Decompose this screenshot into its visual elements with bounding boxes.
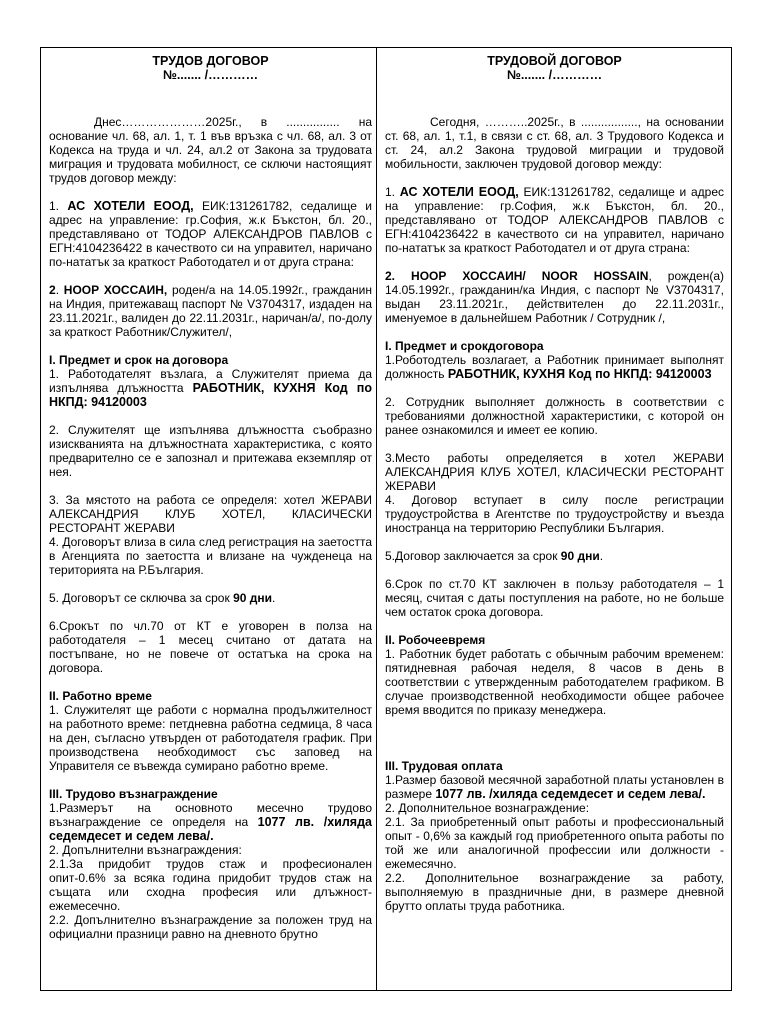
clause-holiday-pay-bg: 2.2. Допълнително възнаграждение за положен труд на официални празници равно на дневното брутно <box>49 913 372 941</box>
clause-term-bg: 5. Договорът се сключва за срок 90 дни. <box>49 591 276 605</box>
clause-effective-ru: 4. Договор вступает в силу после регистрации трудоустройства в Агентстве по трудоустройству и въезда иностранца на территорию Республики България. <box>385 493 724 535</box>
clause-working-hours-bg: 1. Служителят ще работи с нормална продължителност на работното време: петдневна работна седмица, 8 часа на ден, съгласно утвърден от работодателя график. При производствена необходимост със заповед на Управителя се въвежда сумирано работно време. <box>49 703 372 773</box>
clause-working-hours-ru: 1. Работник будет работать с обычным рабочим временем: пятидневная рабочая неделя, 8 часов в день в соответствии с утвержденным работодателем графиком. В случае производственной необходимости общее рабочее время вводится по приказу менеджера. <box>385 647 724 717</box>
party-employee-ru: 2. НООР ХОССАИН/ NOOR HOSSAIN, рожден(а) 14.05.1992г., гражданин/ка Индия, с паспорт № V3704317, выдан 23.11.2021г., действителен до 22.11.2031г., именуемое в дальнейшем Работник / Сотрудник /, <box>385 269 724 325</box>
clause-workplace-ru: 3.Место работы определяется в хотел ЖЕРАВИ АЛЕКСАНДРИЯ КЛУБ ХОТЕЛ, КЛАСИЧЕСКИ РЕСТОРАНТ ЖЕРАВИ <box>385 451 724 493</box>
party-employer-ru: 1. АС ХОТЕЛИ ЕООД, ЕИК:131261782, седалище и адрес на управление: гр.София, ж.к Бъкстон, бл. 20., представлявано от ТОДОР АЛЕКСАНДРОВ ПАВЛОВ с ЕГН:4104236422 в качеството си на управител, наричано по-нататък за краткост Работодател и от друга страна: <box>385 185 725 255</box>
contract-number-bg: №....... /………… <box>162 68 259 82</box>
contract-number-ru: №....... /………… <box>506 68 603 82</box>
clause-probation-bg: 6.Срокът по чл.70 от КТ е уговорен в полза на работодателя – 1 месец считано от датата на постъпване, но не повече от остатъка на срока на договора. <box>49 619 372 675</box>
russian-column <box>385 54 724 913</box>
party-employee-bg: 2. НООР ХОССАИН, роден/а на 14.05.1992г., гражданин на Индия, притежаващ паспорт № V3704317, издаден на 23.11.2021г., валиден до 22.11.2031г., наричан/а/, по-долу за краткост Работник/Служител/, <box>49 283 372 339</box>
clause-effective-bg: 4. Договорът влиза в сила след регистрация на заетостта в Агенцията по заетостта и влизане на чужденеца на територията на Р.България. <box>49 535 372 577</box>
column-divider <box>376 48 377 990</box>
section-remuneration-heading-bg: III. Трудово възнаграждение <box>49 787 218 801</box>
clause-seniority-ru: 2.1. За приобретенный опыт работы и профессиональный опыт - 0,6% за каждый год приобретенного опыта работы по той же или аналогичной профессии или должности - ежемесячно. <box>385 815 724 871</box>
intro-paragraph-ru: Сегодня, ………..2025г., в ................., на основании ст. 68, ал. 1, т.1, в связи с ст. 68, ал. 3 Трудового Кодекса и ст. 24, ал.2 Закона трудовой миграции и трудовой мобильности, заключен трудовой договор между: <box>385 115 724 171</box>
clause-probation-ru: 6.Срок по ст.70 КТ заключен в пользу работодателя – 1 месяц, считая с даты поступления на работе, но не больше чем остаток срока договора. <box>385 577 724 619</box>
clause-position-ru: 1.Роботодтель возлагает, а Работник принимает выполнят должность РАБОТНИК, КУХНЯ Код по НКПД: 94120003 <box>385 353 724 381</box>
section-working-time-heading-bg: II. Работно време <box>49 689 152 703</box>
section-working-time-heading-ru: II. Робочеевремя <box>385 633 486 647</box>
section-subject-heading-bg: I. Предмет и срок на договора <box>49 353 229 367</box>
clause-seniority-bg: 2.1.За придобит трудов стаж и професионален опит-0.6% за всяка година придобит трудов стаж на същата или сходна професия или длъжност-ежемесечно. <box>49 857 372 913</box>
clause-job-description-ru: 2. Сотрудник выполняет должность в соответствии с требованиями должностной характеристики, с которой он ранее ознакомился и имеет ее копию. <box>385 395 724 437</box>
section-subject-heading-ru: I. Предмет и срокдоговора <box>385 339 544 353</box>
clause-salary-ru: 1.Размер базовой месячной заработной платы установлен в размере 1077 лв. /хиляда седемдесет и седем лева/. <box>385 773 724 801</box>
party-employer-bg: 1. АС ХОТЕЛИ ЕООД, ЕИК:131261782, седалище и адрес на управление: гр.София, ж.к Бъкстон, бл. 20., представлявано от ТОДОР АЛЕКСАНДРОВ ПАВЛОВ с ЕГН:4104236422 в качеството си на управител, наричано по-нататък за краткост Работодател и от друга страна: <box>49 199 373 269</box>
clause-workplace-bg: 3. За мястото на работа се определя: хотел ЖЕРАВИ АЛЕКСАНДРИЯ КЛУБ ХОТЕЛ, КЛАСИЧЕСКИ РЕСТОРАНТ ЖЕРАВИ <box>49 493 372 535</box>
contract-table <box>40 47 732 991</box>
intro-paragraph-bg: Днес…………………2025г., в ................ на основание чл. 68, ал. 1, т. 1 във връзка с чл. 68, ал. 3 от Кодекса на труда и чл. 24, ал.2 от Закона за трудовата миграция и трудовата мобилност, се сключи настоящият трудов договор между: <box>49 115 372 185</box>
clause-additional-pay-bg: 2. Допълнителни възнаграждения: <box>49 843 242 857</box>
clause-salary-bg: 1.Размерът на основното месечно трудово възнаграждение се определя на 1077 лв. /хиляда седемдесет и седем лева/. <box>49 801 372 843</box>
clause-additional-pay-ru: 2. Дополнительное вознаграждение: <box>385 801 590 815</box>
contract-title-ru: ТРУДОВОЙ ДОГОВОР <box>487 54 622 68</box>
clause-holiday-pay-ru: 2.2. Дополнительное вознаграждение за работу, выполняемую в праздничные дни, в размере дневной брутто оплаты труда работника. <box>385 871 724 913</box>
clause-job-description-bg: 2. Служителят ще изпълнява длъжността съобразно изискванията на длъжностната характеристика, с която предварително се е запознал и притежава екземпляр от нея. <box>49 423 372 479</box>
section-remuneration-heading-ru: III. Трудовая оплата <box>385 759 503 773</box>
clause-position-bg: 1. Работодателят възлага, а Служителят приема да изпълнява длъжността РАБОТНИК, КУХНЯ Код по НКПД: 94120003 <box>49 367 372 409</box>
clause-term-ru: 5.Договор заключается за срок 90 дни. <box>385 549 604 563</box>
bulgarian-column <box>49 54 372 941</box>
contract-title-bg: ТРУДОВ ДОГОВОР <box>152 54 269 68</box>
